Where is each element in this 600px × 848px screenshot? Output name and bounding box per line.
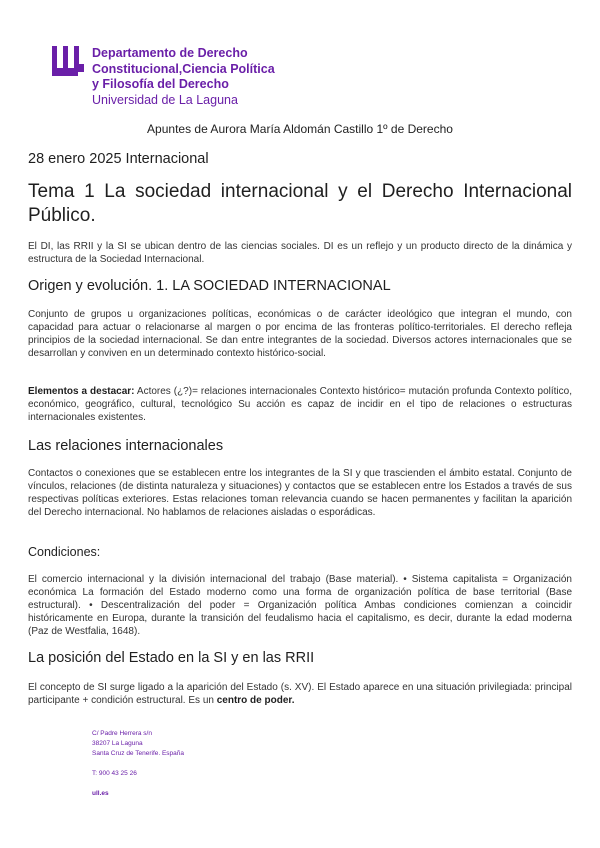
department-line: y Filosofía del Derecho: [92, 77, 229, 91]
conditions-paragraph: El comercio internacional y la división internacional del trabajo (Base material). • Sistema capitalista = Organización económica La formación del Estado moderno como una forma de organización política de base territorial (Base estructural). • Descentralización del poder = Organización política Ambas condiciones comienzan a coincidir históricamente en Europa, durante la transición del feudalismo hacia el capitalismo, es decir, durante la edad moderna (Paz de Westfalia, 1648).: [28, 574, 572, 637]
relations-paragraph: Contactos o conexiones que se establecen entre los integrantes de la SI y que trascienden el ámbito estatal. Conjunto de vínculos, relaciones (de distinta naturaleza y situaciones) y contactos que se establecen entre los Estados a través de sus respectivas políticas exteriores. Estas relaciones toman relevancia cuando se hacen permanentes y facilitan la aparición del Derecho internacional. No hablamos de relaciones aisladas o esporádicas.: [28, 468, 572, 518]
department-header: [92, 46, 275, 108]
elements-paragraph: [28, 385, 572, 424]
authors-line: Apuntes de Aurora María Aldomán Castillo 1º de Derecho: [147, 122, 453, 136]
section-heading-state-position: La posición del Estado en la SI y en las RRII: [28, 650, 315, 666]
footer-contact: [92, 729, 184, 799]
footer-address-line: 38207 La Laguna: [92, 740, 143, 747]
state-position-paragraph: [28, 681, 572, 707]
document-title: Tema 1 La sociedad internacional y el Derecho Internacional Público.: [28, 181, 572, 226]
university-name: Universidad de La Laguna: [92, 92, 238, 107]
department-line: Departamento de Derecho: [92, 46, 248, 60]
university-logo-icon: [50, 46, 86, 76]
footer-address-line: Santa Cruz de Tenerife. España: [92, 750, 185, 757]
society-definition-paragraph: Conjunto de grupos u organizaciones políticas, económicas o de carácter ideológico que integran el mundo, con capacidad para actuar o relacionarse al margen o por encima de las fronteras político-territoriales. El derecho refleja principios de la sociedad internacional. Se dan entre integrantes de la sociedad. Diversos actores internacionales que se desarrollan y conviven en un determinado contexto histórico-social.: [28, 309, 572, 359]
section-heading-conditions: Condiciones:: [28, 545, 101, 559]
state-position-text: El concepto de SI surge ligado a la aparición del Estado (s. XV). El Estado aparece en una situación privilegiada: principal participante + condición estructural. Es un: [28, 682, 572, 706]
power-center-term: centro de poder.: [216, 695, 295, 706]
footer-website-link[interactable]: ull.es: [92, 790, 109, 797]
department-line: Constitucional,Ciencia Política: [92, 61, 275, 76]
footer-address-line: C/ Padre Herrera s/n: [92, 730, 152, 737]
section-heading-origin: Origen y evolución. 1. LA SOCIEDAD INTERNACIONAL: [28, 278, 391, 294]
section-heading-relations: Las relaciones internacionales: [28, 438, 224, 454]
footer-phone: T: 900 43 25 26: [92, 770, 137, 777]
elements-label: Elementos a destacar:: [28, 386, 135, 397]
intro-paragraph: El DI, las RRII y la SI se ubican dentro de las ciencias sociales. DI es un reflejo y un producto directo de la dinámica y estructura de la Sociedad Internacional.: [28, 241, 572, 265]
elements-text: Actores (¿?)= relaciones internacionales Contexto histórico= mutación profunda Contexto político, económico, geográfico, cultural, tecnológico Su acción es capaz de incidir en el tipo de relaciones o estructuras internacionales existentes.: [28, 386, 572, 423]
document-date: 28 enero 2025 Internacional: [28, 151, 209, 167]
